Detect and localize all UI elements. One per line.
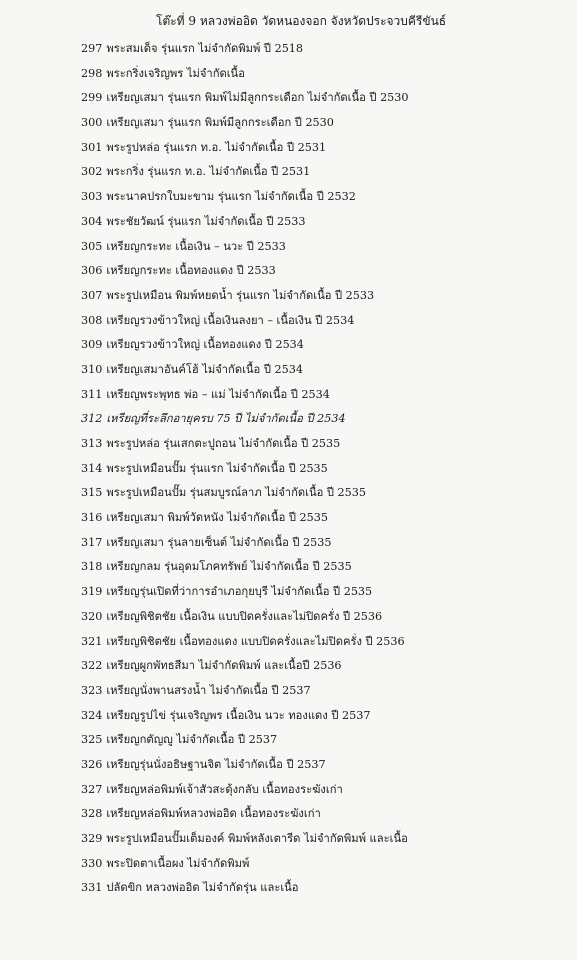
- list-item: [81, 115, 571, 140]
- list-item: [81, 559, 571, 584]
- item-text: พระรูปหล่อ รุ่นแรก ท.อ. ไม่จำกัดเนื้อ ปี 2531: [106, 140, 327, 154]
- list-item: [81, 461, 571, 486]
- item-number: 301: [81, 140, 103, 154]
- item-number: 309: [81, 338, 103, 352]
- list-item: [81, 263, 571, 288]
- list-item: [81, 658, 571, 683]
- item-number: 319: [81, 585, 103, 599]
- item-number: 315: [81, 486, 103, 500]
- item-text: เหรียญกตัญญู ไม่จำกัดเนื้อ ปี 2537: [106, 733, 278, 747]
- item-text: พระรูปเหมือนปั๊ม รุ่นแรก ไม่จำกัดเนื้อ ปี 2535: [106, 461, 328, 475]
- item-text: เหรียญรุ่นเปิดที่ว่าการอำเภอกุยบุรี ไม่จำกัดเนื้อ ปี 2535: [106, 585, 373, 599]
- item-text: เหรียญเสมา พิมพ์วัดหนัง ไม่จำกัดเนื้อ ปี 2535: [106, 511, 328, 525]
- item-text: เหรียญรวงข้าวใหญ่ เนื้อทองแดง ปี 2534: [106, 338, 304, 352]
- item-text: ปลัดขิก หลวงพ่ออิด ไม่จำกัดรุ่น และเนื้อ: [106, 881, 299, 895]
- item-text: เหรียญกลม รุ่นอุดมโภคทรัพย์ ไม่จำกัดเนื้อ ปี 2535: [106, 560, 352, 574]
- list-item: [81, 337, 571, 362]
- item-number: 321: [81, 634, 103, 648]
- list-item: [81, 436, 571, 461]
- item-number: 310: [81, 362, 103, 376]
- item-list: [81, 41, 571, 905]
- item-number: 308: [81, 313, 103, 327]
- item-text: พระรูปเหมือนปั๊ม รุ่นสมบูรณ์ลาภ ไม่จำกัดเนื้อ ปี 2535: [106, 486, 367, 500]
- item-number: 306: [81, 264, 103, 278]
- item-text: พระรูปหล่อ รุ่นเสกตะปูถอน ไม่จำกัดเนื้อ ปี 2535: [106, 437, 341, 450]
- list-item: [81, 609, 571, 634]
- item-number: 316: [81, 511, 103, 525]
- item-text: เหรียญเสมาอันค์โฮ้ ไม่จำกัดเนื้อ ปี 2534: [106, 362, 303, 376]
- item-text: พระกริ่งเจริญพร ไม่จำกัดเนื้อ: [106, 66, 245, 80]
- list-item: [81, 880, 571, 905]
- item-text: เหรียญพิชิตชัย เนื้อเงิน แบบปิดครั่งและไม่ปิดครั่ง ปี 2536: [106, 609, 383, 623]
- list-item: [81, 214, 571, 239]
- list-item: [81, 239, 571, 264]
- list-item: [81, 856, 571, 881]
- item-text: เหรียญรวงข้าวใหญ่ เนื้อเงินลงยา – เนื้อเงิน ปี 2534: [106, 313, 355, 327]
- item-number: 311: [81, 387, 103, 401]
- item-text: เหรียญเสมา รุ่นลายเซ็นต์ ไม่จำกัดเนื้อ ปี 2535: [106, 535, 332, 549]
- item-text: เหรียญรูปไข่ รุ่นเจริญพร เนื้อเงิน นวะ ทองแดง ปี 2537: [106, 708, 371, 722]
- item-number: 322: [81, 659, 103, 673]
- item-text: เหรียญที่ระลึกอายุครบ 75 ปี ไม่จำกัดเนื้อ ปี 2534: [106, 412, 346, 426]
- list-item: [81, 485, 571, 510]
- item-text: พระชัยวัฒน์ รุ่นแรก ไม่จำกัดเนื้อ ปี 2533: [106, 214, 306, 228]
- item-text: เหรียญพิชิตชัย เนื้อทองแดง แบบปิดครั่งและไม่ปิดครั่ง ปี 2536: [106, 634, 405, 648]
- list-item: [81, 831, 571, 856]
- item-number: 320: [81, 609, 103, 623]
- list-item: [81, 535, 571, 560]
- list-item: [81, 584, 571, 609]
- item-text: เหรียญนั่งพานสรงน้ำ ไม่จำกัดเนื้อ ปี 2537: [106, 683, 311, 697]
- list-item: [81, 510, 571, 535]
- item-number: 331: [81, 881, 103, 895]
- item-number: 300: [81, 116, 103, 130]
- list-item: [81, 288, 571, 313]
- item-number: 313: [81, 437, 103, 450]
- item-number: 299: [81, 91, 103, 105]
- list-item: [81, 387, 571, 412]
- item-number: 305: [81, 239, 103, 253]
- item-text: พระกริ่ง รุ่นแรก ท.อ. ไม่จำกัดเนื้อ ปี 2531: [106, 165, 311, 179]
- item-text: เหรียญกระทะ เนื้อทองแดง ปี 2533: [106, 264, 276, 278]
- list-item: [81, 313, 571, 338]
- list-item: [81, 683, 571, 708]
- list-item: [81, 634, 571, 659]
- item-number: 318: [81, 560, 103, 574]
- item-text: พระรูปเหมือนปั๊มเต็มองค์ พิมพ์หลังเตารีด ไม่จำกัดพิมพ์ และเนื้อ: [106, 832, 408, 845]
- item-number: 330: [81, 856, 103, 870]
- list-item: [81, 757, 571, 782]
- item-number: 323: [81, 683, 103, 697]
- item-number: 326: [81, 757, 103, 771]
- item-number: 307: [81, 288, 103, 302]
- item-number: 325: [81, 733, 103, 747]
- item-number: 317: [81, 535, 103, 549]
- item-text: พระรูปเหมือน พิมพ์หยดน้ำ รุ่นแรก ไม่จำกัดเนื้อ ปี 2533: [106, 288, 375, 302]
- list-item: [81, 708, 571, 733]
- item-text: เหรียญกระทะ เนื้อเงิน – นวะ ปี 2533: [106, 239, 286, 253]
- item-text: พระนาคปรกใบมะขาม รุ่นแรก ไม่จำกัดเนื้อ ปี 2532: [106, 190, 356, 204]
- item-number: 312: [81, 412, 103, 426]
- page-title: โต๊ะที่ 9 หลวงพ่ออิด วัดหนองจอก จังหวัดประจวบคีรีขันธ์: [156, 14, 447, 28]
- item-number: 298: [81, 66, 103, 80]
- item-text: เหรียญรุ่นนั่งอธิษฐานจิต ไม่จำกัดเนื้อ ปี 2537: [106, 757, 326, 771]
- list-item: [81, 90, 571, 115]
- item-number: 302: [81, 165, 103, 179]
- item-text: เหรียญเสมา รุ่นแรก พิมพ์มีลูกกระเดือก ปี 2530: [106, 116, 334, 130]
- item-number: 327: [81, 782, 103, 796]
- item-number: 329: [81, 832, 103, 845]
- list-item: [81, 362, 571, 387]
- item-text: พระปิดตาเนื้อผง ไม่จำกัดพิมพ์: [106, 856, 250, 870]
- item-number: 314: [81, 461, 103, 475]
- item-number: 324: [81, 708, 103, 722]
- item-text: เหรียญเสมา รุ่นแรก พิมพ์ไม่มีลูกกระเดือก ไม่จำกัดเนื้อ ปี 2530: [106, 91, 409, 105]
- list-item: [81, 41, 571, 66]
- list-item: [81, 189, 571, 214]
- list-item: [81, 782, 571, 807]
- list-item: [81, 140, 571, 165]
- list-item: [81, 806, 571, 831]
- item-text: เหรียญผูกพัทธสีมา ไม่จำกัดพิมพ์ และเนื้อปี 2536: [106, 659, 342, 673]
- item-number: 297: [81, 42, 103, 55]
- item-text: พระสมเด็จ รุ่นแรก ไม่จำกัดพิมพ์ ปี 2518: [106, 42, 304, 55]
- list-item: [81, 66, 571, 91]
- item-number: 304: [81, 214, 103, 228]
- item-text: เหรียญพระพุทธ พ่อ – แม่ ไม่จำกัดเนื้อ ปี 2534: [106, 387, 330, 401]
- list-item: [81, 164, 571, 189]
- item-number: 303: [81, 190, 103, 204]
- item-text: เหรียญหล่อพิมพ์เจ้าสัวสะดุ้งกลับ เนื้อทองระฆังเก่า: [106, 782, 343, 796]
- list-item: [81, 411, 571, 436]
- item-number: 328: [81, 807, 103, 821]
- list-item: [81, 732, 571, 757]
- item-text: เหรียญหล่อพิมพ์หลวงพ่ออิด เนื้อทองระฆังเก่า: [106, 807, 321, 821]
